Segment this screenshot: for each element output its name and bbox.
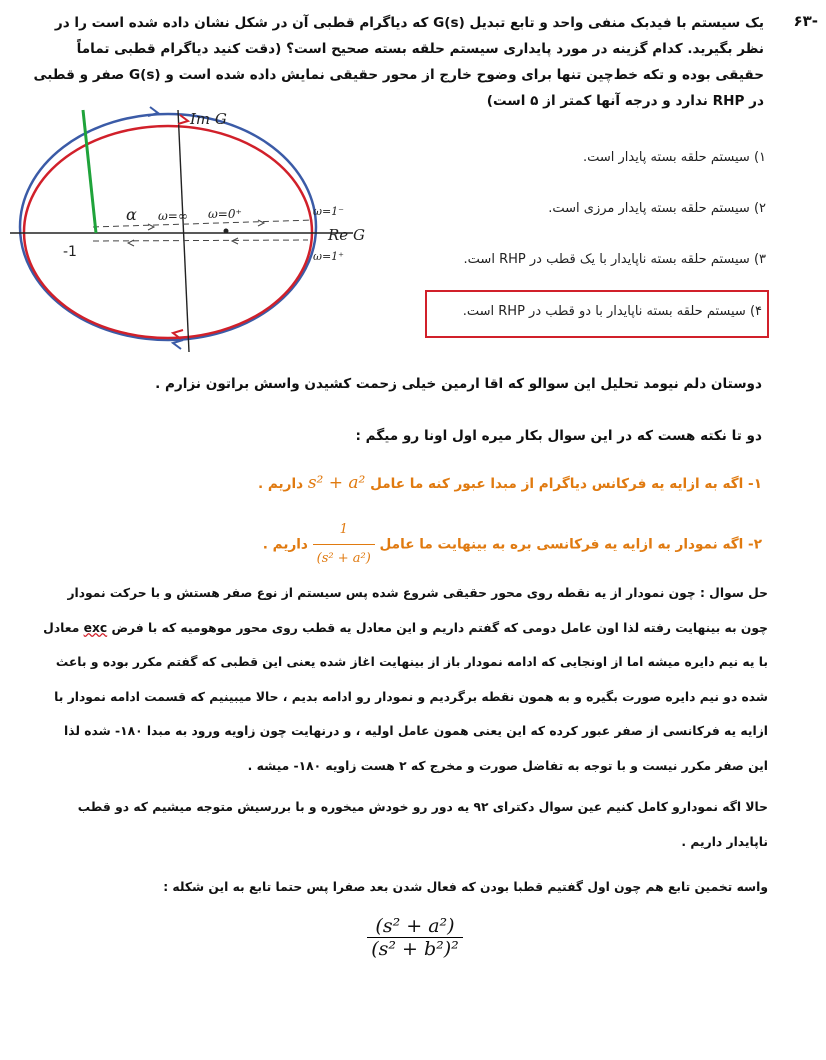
para-1-exc: exc xyxy=(83,620,108,635)
point-2-num: 1 xyxy=(339,522,348,537)
paragraph-3: واسه تخمین تابع هم چون اول گفتیم قطبا بودن که فعال شدن بعد صفرا پس حتما تابع به این شکله : xyxy=(163,880,768,894)
intro-1: دوستان دلم نیومد تحلیل این سوالو که اقا ارمین خیلی زحمت کشیدن واسش براتون نزارم . xyxy=(155,376,762,392)
option-1[interactable]: ۱) سیستم حلقه بسته پایدار است. xyxy=(582,150,766,165)
paragraph-2: حالا اگه نمودارو کامل کنیم عین سوال دکترای ۹۲ یه دور رو خودش میخوره و با بررسیش متوجه میشیم که دو قطب ناپایدار داریم . xyxy=(77,800,768,849)
point-2 xyxy=(40,516,762,573)
para-1-a: حل سوال : چون نمودار از یه نقطه روی محور حقیقی شروع شده پس سیستم از نوع صفر هستش و با حرکت نمودار چون به بینهایت رفته لذا اون عامل دومی که گفتم داریم و این معادل یه قطب روی محور موهومیه که با فرض xyxy=(67,586,768,635)
w-1plus-label: ω=1⁺ xyxy=(313,250,344,263)
intro-2: دو تا نکته هست که در این سوال بکار میره اول اونا رو میگم : xyxy=(355,428,762,444)
w-0plus-label: ω=0⁺ xyxy=(208,207,242,221)
option-2[interactable]: ۲) سیستم حلقه بسته پایدار مرزی است. xyxy=(548,201,766,216)
arrow-bottom-blue xyxy=(173,340,183,349)
re-label: Re G xyxy=(328,226,365,244)
question-text: یک سیستم با فیدبک منفی واحد و تابع تبدیل G(s) که دیاگرام قطبی آن در شکل نشان داده شده است را در نظر بگیرید. کدام گزینه در مورد پایداری سیستم حلقه بسته صحیح است؟ (دقت کنید دیاگرام قطبی تماماً حقیقی بوده و تکه خط‌چین تنها برای وضوح خارج از محور حقیقی نمایش داده شده است و G(s) صفر و قطبی در RHP ندارد و درجه آنها کمتر از ۵ است) xyxy=(33,15,764,109)
w-inf-label: ω=∞ xyxy=(158,209,188,223)
arrow-top-red xyxy=(178,115,188,124)
final-transfer-function xyxy=(330,915,500,960)
point-2-end: داریم . xyxy=(262,536,308,553)
point-2-den: (s² + a²) xyxy=(313,544,375,573)
point-1-text: ۱- اگه به ازایه یه فرکانس دیاگرام از مبدا عبور کنه ما عامل xyxy=(370,476,762,492)
para-1-b: معادل با یه نیم دایره میشه اما از اونجایی که ادامه نمودار باز از بینهایت اغاز شده یعنی این قطبی که گفتم مکرر بوده و باعث شده دو نیم دایره صورت بگیره و به همون نقطه برگردیم و نمودار رو ادامه بدیم ، حالا میبینیم که قسمت ادامه نمودار با ازایه یه فرکانسی از صفر عبور کرده که این یعنی همون عامل اولیه ، و درنهایت چون زاویه ورود به مبدا ۱۸۰- شده لذا این صفر مکرر نیست و با توجه به تفاضل صورت و مخرج که ۲ هست زاویه ۱۸۰- میشه . xyxy=(43,620,768,773)
alpha-label: α xyxy=(126,205,137,224)
point-1-end: داریم . xyxy=(257,476,304,492)
im-label: Im G xyxy=(190,110,227,128)
red-contour xyxy=(24,126,312,338)
polar-diagram xyxy=(8,100,388,355)
point-1 xyxy=(40,469,762,498)
imag-axis xyxy=(178,110,189,352)
paragraph-1 xyxy=(40,576,768,783)
option-4[interactable]: ۴) سیستم حلقه بسته ناپایدار با دو قطب در RHP است. xyxy=(462,304,762,319)
final-num: (s² + a²) xyxy=(375,915,455,937)
minus-one-label: -1 xyxy=(63,244,77,260)
point-2-fraction xyxy=(313,516,375,573)
point-1-math: s² + a² xyxy=(307,473,366,493)
final-den: (s² + b²)² xyxy=(367,937,463,960)
w-1minus-label: ω=1⁻ xyxy=(313,205,344,218)
option-3[interactable]: ۳) سیستم حلقه بسته ناپایدار با یک قطب در RHP است. xyxy=(463,252,766,267)
question-number: ۶۳- xyxy=(793,12,818,30)
point-2-text: ۲- اگه نمودار به ازایه یه فرکانسی بره به بینهایت ما عامل xyxy=(379,536,762,553)
